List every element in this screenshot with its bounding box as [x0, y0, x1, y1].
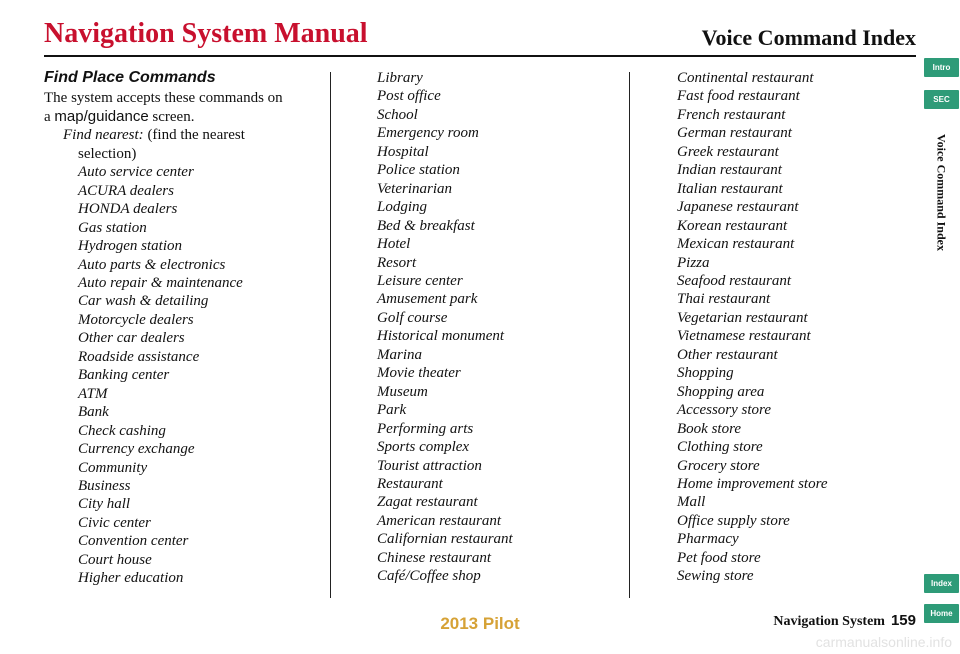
find-nearest-note: (find the nearest: [143, 127, 245, 144]
command-item: Veterinarian: [377, 180, 452, 197]
command-item: Check cashing: [78, 422, 166, 439]
column-divider-2: [629, 72, 630, 598]
command-item: Emergency room: [377, 125, 479, 142]
command-item: Performing arts: [377, 420, 474, 437]
command-item: French restaurant: [677, 106, 786, 123]
command-item: Currency exchange: [78, 441, 195, 458]
manual-title: Navigation System Manual: [44, 18, 368, 49]
command-item: Motorcycle dealers: [78, 311, 194, 328]
command-item: Community: [78, 459, 148, 476]
tab-home[interactable]: Home: [924, 604, 959, 623]
column-1: [44, 69, 324, 588]
column-divider-1: [330, 72, 331, 598]
command-item: Pharmacy: [677, 531, 739, 548]
command-item: Leisure center: [377, 272, 463, 289]
command-item: Hospital: [377, 143, 429, 160]
command-item: Golf course: [377, 309, 448, 326]
command-item: Café/Coffee shop: [377, 568, 481, 585]
command-item: Resort: [377, 254, 417, 271]
find-nearest-line: [44, 126, 324, 144]
command-item: Tourist attraction: [377, 457, 482, 474]
command-item: Seafood restaurant: [677, 272, 792, 289]
command-item: Californian restaurant: [377, 531, 513, 548]
command-item: Banking center: [78, 367, 170, 384]
command-item: Vietnamese restaurant: [677, 328, 811, 345]
command-item: Auto repair & maintenance: [78, 274, 243, 291]
site-watermark: carmanualsonline.info: [815, 634, 952, 650]
command-item: Clothing store: [677, 439, 763, 456]
map-guidance-link[interactable]: map/guidance: [54, 107, 149, 125]
command-item: Grocery store: [677, 457, 760, 474]
command-item: City hall: [78, 496, 131, 513]
command-item: Japanese restaurant: [677, 199, 799, 216]
command-item: Mexican restaurant: [677, 236, 795, 253]
command-item: School: [377, 106, 418, 123]
command-item: Zagat restaurant: [377, 494, 478, 511]
command-item: Home improvement store: [677, 475, 828, 492]
command-item: Car wash & detailing: [78, 293, 209, 310]
command-item: Book store: [677, 420, 742, 437]
command-list-1: [44, 163, 324, 587]
footer-label: Navigation System: [773, 614, 885, 629]
section-heading: Find Place Commands: [44, 69, 216, 86]
command-item: Auto parts & electronics: [78, 256, 226, 273]
command-item: Police station: [377, 162, 460, 179]
command-item: Historical monument: [377, 328, 505, 345]
command-item: Office supply store: [677, 512, 790, 529]
command-item: American restaurant: [377, 512, 502, 529]
command-item: Indian restaurant: [677, 162, 782, 179]
command-item: Pizza: [677, 254, 710, 271]
command-item: Auto service center: [78, 164, 194, 181]
command-item: Gas station: [78, 219, 147, 236]
command-item: Thai restaurant: [677, 291, 771, 308]
command-item: Bed & breakfast: [377, 217, 475, 234]
command-item: Movie theater: [377, 365, 461, 382]
command-item: Convention center: [78, 533, 189, 550]
vertical-section-label-text: Voice Command Index: [934, 134, 949, 251]
intro-text: The system accepts these commands on: [44, 90, 283, 107]
command-item: Accessory store: [677, 402, 771, 419]
header-rule: [44, 55, 916, 57]
tab-intro[interactable]: Intro: [924, 58, 959, 77]
command-item: Korean restaurant: [677, 217, 788, 234]
section-title: Voice Command Index: [701, 25, 916, 50]
command-item: Higher education: [78, 570, 184, 587]
command-item: Hydrogen station: [78, 238, 183, 255]
command-item: Hotel: [377, 236, 411, 253]
command-item: Vegetarian restaurant: [677, 309, 808, 326]
command-item: ACURA dealers: [78, 182, 174, 199]
intro-text-2: [44, 108, 324, 126]
command-item: Library: [377, 70, 423, 86]
command-item: Business: [78, 477, 131, 494]
command-item: Continental restaurant: [677, 70, 814, 86]
command-item: Civic center: [78, 514, 151, 531]
command-item: Marina: [377, 346, 422, 363]
command-item: Park: [377, 402, 407, 419]
command-item: Mall: [677, 494, 706, 511]
command-item: Bank: [78, 404, 109, 421]
find-nearest-label: Find nearest:: [63, 127, 144, 144]
command-item: ATM: [78, 385, 108, 402]
model-watermark: 2013 Pilot: [440, 614, 520, 633]
command-item: Sports complex: [377, 439, 470, 456]
command-item: HONDA dealers: [78, 201, 178, 218]
command-item: Amusement park: [377, 291, 478, 308]
tab-sec[interactable]: SEC: [924, 90, 959, 109]
command-item: Greek restaurant: [677, 143, 779, 160]
command-item: Lodging: [377, 199, 428, 216]
command-item: German restaurant: [677, 125, 792, 142]
column-3: [677, 69, 927, 586]
command-item: Roadside assistance: [78, 348, 200, 365]
command-item: Sewing store: [677, 568, 754, 585]
command-item: Shopping area: [677, 383, 765, 400]
command-item: Pet food store: [677, 549, 761, 566]
command-item: Other car dealers: [78, 330, 185, 347]
command-item: Chinese restaurant: [377, 549, 492, 566]
command-item: Post office: [377, 88, 441, 105]
page-number: 159: [890, 612, 916, 629]
command-item: Museum: [377, 383, 428, 400]
command-item: Fast food restaurant: [677, 88, 800, 105]
command-item: Court house: [78, 551, 152, 568]
intro-prefix: a: [44, 108, 55, 125]
command-item: Restaurant: [377, 475, 443, 492]
tab-index[interactable]: Index: [924, 574, 959, 593]
command-item: Italian restaurant: [677, 180, 783, 197]
vertical-section-label: [933, 118, 949, 268]
find-nearest-note-2: selection): [78, 145, 137, 162]
column-2: [377, 69, 627, 586]
command-item: Shopping: [677, 365, 734, 382]
intro-suffix: screen.: [148, 108, 195, 125]
command-item: Other restaurant: [677, 346, 778, 363]
